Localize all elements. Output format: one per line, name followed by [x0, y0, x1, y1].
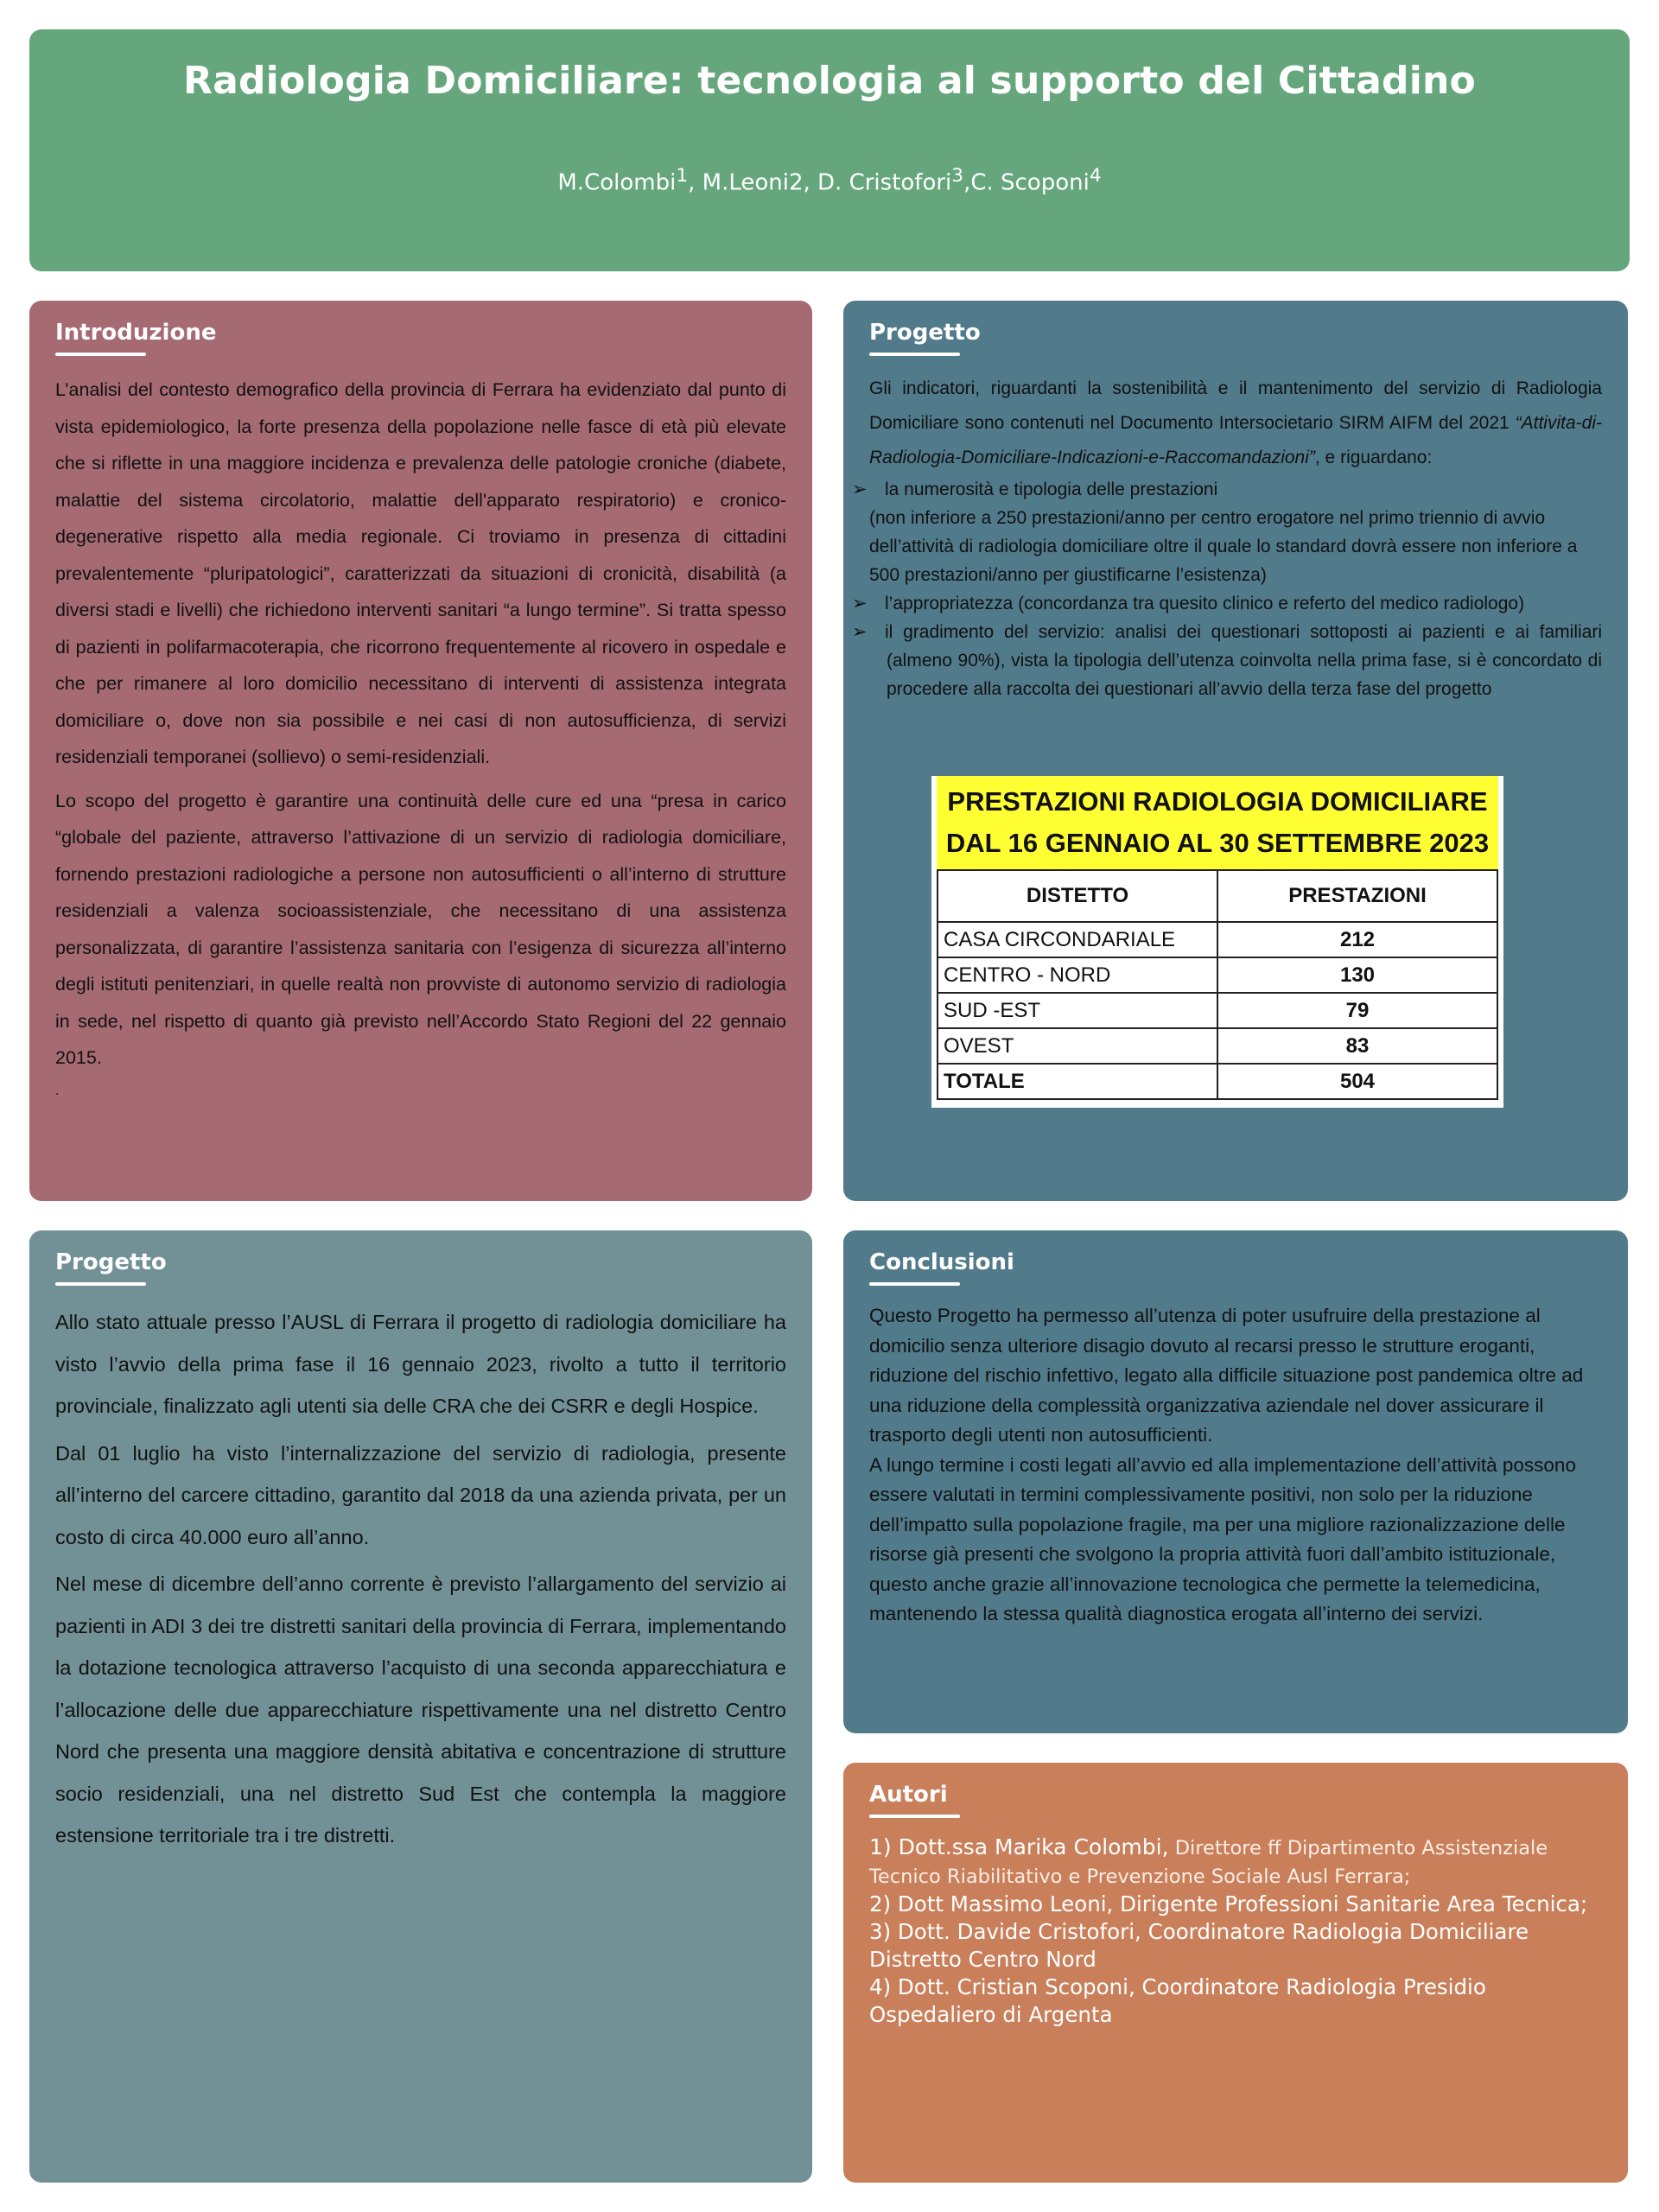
table-cell-value: 83: [1217, 1028, 1497, 1064]
table-header-row: [938, 870, 1497, 922]
table-title-line-1: PRESTAZIONI RADIOLOGIA DOMICILIARE: [947, 786, 1488, 817]
bullet-gradimento-text: il gradimento del servizio: analisi dei questionari sottoposti ai pazienti e ai familiari (almeno 90%), vista la tipologia dell’utenza coinvolta nella prima fase, si è concordato di procedere alla raccolta dei questionari all’avvio della terza fase del progetto: [885, 622, 1602, 699]
arrow-bullet-icon: ➢: [852, 480, 868, 499]
poster-title: Radiologia Domiciliare: tecnologia al supporto del Cittadino: [183, 59, 1476, 103]
conclusioni-paragraph-1: Questo Progetto ha permesso all’utenza di poter usufruire della prestazione al domicilio senza ulteriore disagio dovuto al recarsi presso le strutture eroganti, riduzione del rischio infettivo, legato alla difficile situazione post pandemica oltre ad una riduzione della complessità organizzativa aziendale nel dover assicurare il trasporto degli utenti non autosufficienti.: [869, 1305, 1584, 1446]
author-2-3: , M.Leoni2, D. Cristofori: [688, 169, 952, 196]
autore-4: 4) Dott. Cristian Scoponi, Coordinatore Radiologia Presidio Ospedaliero di Argenta: [869, 1974, 1486, 2027]
autore-1: [869, 1834, 1602, 1891]
autori-title-underline: [869, 1815, 960, 1818]
introduzione-panel: [29, 301, 812, 1201]
author-3-sup: 3: [951, 165, 964, 187]
table-header-prestazioni: PRESTAZIONI: [1217, 870, 1497, 922]
progetto-stato-title-underline: [55, 1282, 146, 1286]
bullet-numerosita-text: la numerosità e tipologia delle prestazioni: [885, 480, 1218, 499]
intro-tail: , e riguardano:: [1314, 448, 1433, 467]
progetto-indicatori-intro: [869, 372, 1602, 475]
progetto-indicatori-title: Progetto: [869, 320, 981, 346]
table-cell-value: 130: [1217, 957, 1497, 993]
conclusioni-title: Conclusioni: [869, 1249, 1014, 1275]
autore-1-name: 1) Dott.ssa Marika Colombi,: [869, 1834, 1169, 1859]
autori-title: Autori: [869, 1782, 948, 1808]
table-title-line-2: DAL 16 GENNAIO AL 30 SETTEMBRE 2023: [945, 828, 1490, 858]
autore-2: 2) Dott Massimo Leoni, Dirigente Professioni Sanitarie Area Tecnica;: [869, 1891, 1588, 1916]
bullet-gradimento: [852, 618, 1602, 703]
arrow-bullet-icon: ➢: [852, 594, 868, 613]
progetto-indicatori-panel: [843, 301, 1628, 1201]
autore-1-role: Direttore ff Dipartimento Assistenziale Tecnico Riabilitativo e Prevenzione Sociale Ausl Ferrara;: [869, 1837, 1548, 1888]
table-cell-value: 79: [1217, 993, 1497, 1028]
conclusioni-paragraph-2: A lungo termine i costi legati all’avvio ed alla implementazione dell’attività possono essere valutati in termini complessivamente positivi, non solo per la riduzione dell’impatto sulla popolazione fragile, ma per una migliore razionalizzazione delle risorse già presenti che svolgono la propria attività fuori dall’ambito istituzionale, questo anche grazie all’innovazione tecnologica che permette la telemedicina, mantenendo la stessa qualità diagnostica erogata all’interno dei servizi.: [869, 1453, 1576, 1624]
author-1: M.Colombi: [557, 169, 677, 196]
table-row: [938, 993, 1497, 1028]
table-total-row: [938, 1064, 1497, 1099]
poster-header: [29, 29, 1630, 271]
progetto-stato-paragraph-2: Dal 01 luglio ha visto l’internalizzazione del servizio di radiologia, presente all’interno del carcere cittadino, garantito dal 2018 da una azienda privata, per un costo di circa 40.000 euro all’anno.: [55, 1441, 786, 1548]
intro-document-title: “Attivita-di-Radiologia-Domiciliare-Indicazioni-e-Raccomandazioni”: [869, 413, 1602, 467]
table-cell-district: CASA CIRCONDARIALE: [938, 922, 1217, 957]
progetto-stato-panel: [29, 1230, 812, 2183]
author-1-sup: 1: [676, 165, 689, 187]
introduzione-paragraph-2: Lo scopo del progetto è garantire una continuità delle cure ed una “presa in carico “globale del paziente, attraverso l’attivazione di un servizio di radiologia domiciliare, fornendo prestazioni radiologiche a persone non autosufficienti o all’interno di strutture residenziali a valenza socioassistenziale, che necessitano di una assistenza personalizzata, di garantire l’assistenza sanitaria con l’esigenza di sicurezza all’interno degli istituti penitenziari, in quelle realtà non provviste di autonomo servizio di radiologia in sede, nel rispetto di quanto già previsto nell’Accordo Stato Regioni del 22 gennaio 2015.: [55, 790, 786, 1068]
poster-authors: [29, 165, 1630, 196]
table-header-distretto: DISTETTO: [938, 870, 1217, 922]
prestazioni-table-title: [937, 776, 1498, 869]
table-cell-total-value: 504: [1217, 1064, 1497, 1099]
autori-panel: [843, 1763, 1628, 2183]
introduzione-paragraph-1: L’analisi del contesto demografico della provincia di Ferrara ha evidenziato dal punto di vista epidemiologico, la forte presenza della popolazione nelle fasce di età più elevate che si riflette in una maggiore incidenza e prevalenza delle patologie croniche (diabete, malattie del sistema circolatorio, malattie dell'apparato respiratorio) e cronico-degenerative rispetto alla media regionale. Ci troviamo in presenza di cittadini prevalentemente “pluripatologici”, caratterizzati da situazioni di cronicità, disabilità (a diversi stadi e livelli) che richiedono interventi sanitari “a lungo termine”. Si tratta spesso di pazienti in polifarmacoterapia, che ricorrono frequentemente al ricovero in ospedale e che per rimanere al loro domicilio necessitano di interventi di assistenza integrata domiciliare o, dove non sia possibile e nei casi di non autosufficienza, di servizi residenziali temporanei (sollievo) o semi-residenziali.: [55, 379, 786, 767]
author-4-sup: 4: [1089, 165, 1102, 187]
table-row: [938, 922, 1497, 957]
prestazioni-table-image: [931, 776, 1503, 1108]
table-row: [938, 957, 1497, 993]
introduzione-trailing-dot: .: [55, 1084, 60, 1098]
prestazioni-table: [937, 869, 1498, 1100]
arrow-bullet-icon: ➢: [852, 622, 868, 642]
introduzione-title-underline: [55, 353, 146, 356]
table-cell-total-label: TOTALE: [938, 1064, 1217, 1099]
table-cell-district: OVEST: [938, 1028, 1217, 1064]
progetto-stato-paragraph-1: Allo stato attuale presso l’AUSL di Ferrara il progetto di radiologia domiciliare ha visto l’avvio della prima fase il 16 gennaio 2023, rivolto a tutto il territorio provinciale, finalizzato agli utenti sia delle CRA che dei CSRR e degli Hospice.: [55, 1311, 786, 1417]
intro-text: Gli indicatori, riguardanti la sostenibilità e il mantenimento del servizio di Radiologia Domiciliare sono contenuti nel Documento Intersocietario SIRM AIFM del 2021: [869, 378, 1602, 433]
table-row: [938, 1028, 1497, 1064]
bullet-numerosita: [852, 475, 1602, 504]
conclusioni-panel: [843, 1230, 1628, 1733]
bullet-appropriatezza: [852, 589, 1602, 618]
numerosita-note: (non inferiore a 250 prestazioni/anno per centro erogatore nel primo triennio di avvio dell’attività di radiologia domiciliare oltre il quale lo standard dovrà essere non inferiore a 500 prestazioni/anno per giustificarne l’esistenza): [869, 508, 1578, 585]
bullet-appropriatezza-text: l’appropriatezza (concordanza tra quesito clinico e referto del medico radiologo): [885, 594, 1525, 613]
progetto-stato-title: Progetto: [55, 1249, 167, 1275]
autore-3: 3) Dott. Davide Cristofori, Coordinatore Radiologia Domiciliare Distretto Centro Nord: [869, 1919, 1529, 1972]
table-cell-district: SUD -EST: [938, 993, 1217, 1028]
introduzione-title: Introduzione: [55, 320, 217, 346]
conclusioni-title-underline: [869, 1282, 960, 1286]
author-4: ,C. Scoponi: [963, 169, 1090, 196]
progetto-stato-paragraph-3: Nel mese di dicembre dell’anno corrente è previsto l’allargamento del servizio ai pazienti in ADI 3 dei tre distretti sanitari della provincia di Ferrara, implementando la dotazione tecnologica attraverso l’acquisto di una seconda apparecchiatura e l’allocazione delle due apparecchiature rispettivamente una nel distretto Centro Nord che presenta una maggiore densità abitativa e concentrazione di strutture socio residenziali, una nel distretto Sud Est che contempla la maggiore estensione territoriale tra i tre distretti.: [55, 1573, 786, 1847]
table-cell-value: 212: [1217, 922, 1497, 957]
progetto-indicatori-title-underline: [869, 353, 960, 356]
table-cell-district: CENTRO - NORD: [938, 957, 1217, 993]
